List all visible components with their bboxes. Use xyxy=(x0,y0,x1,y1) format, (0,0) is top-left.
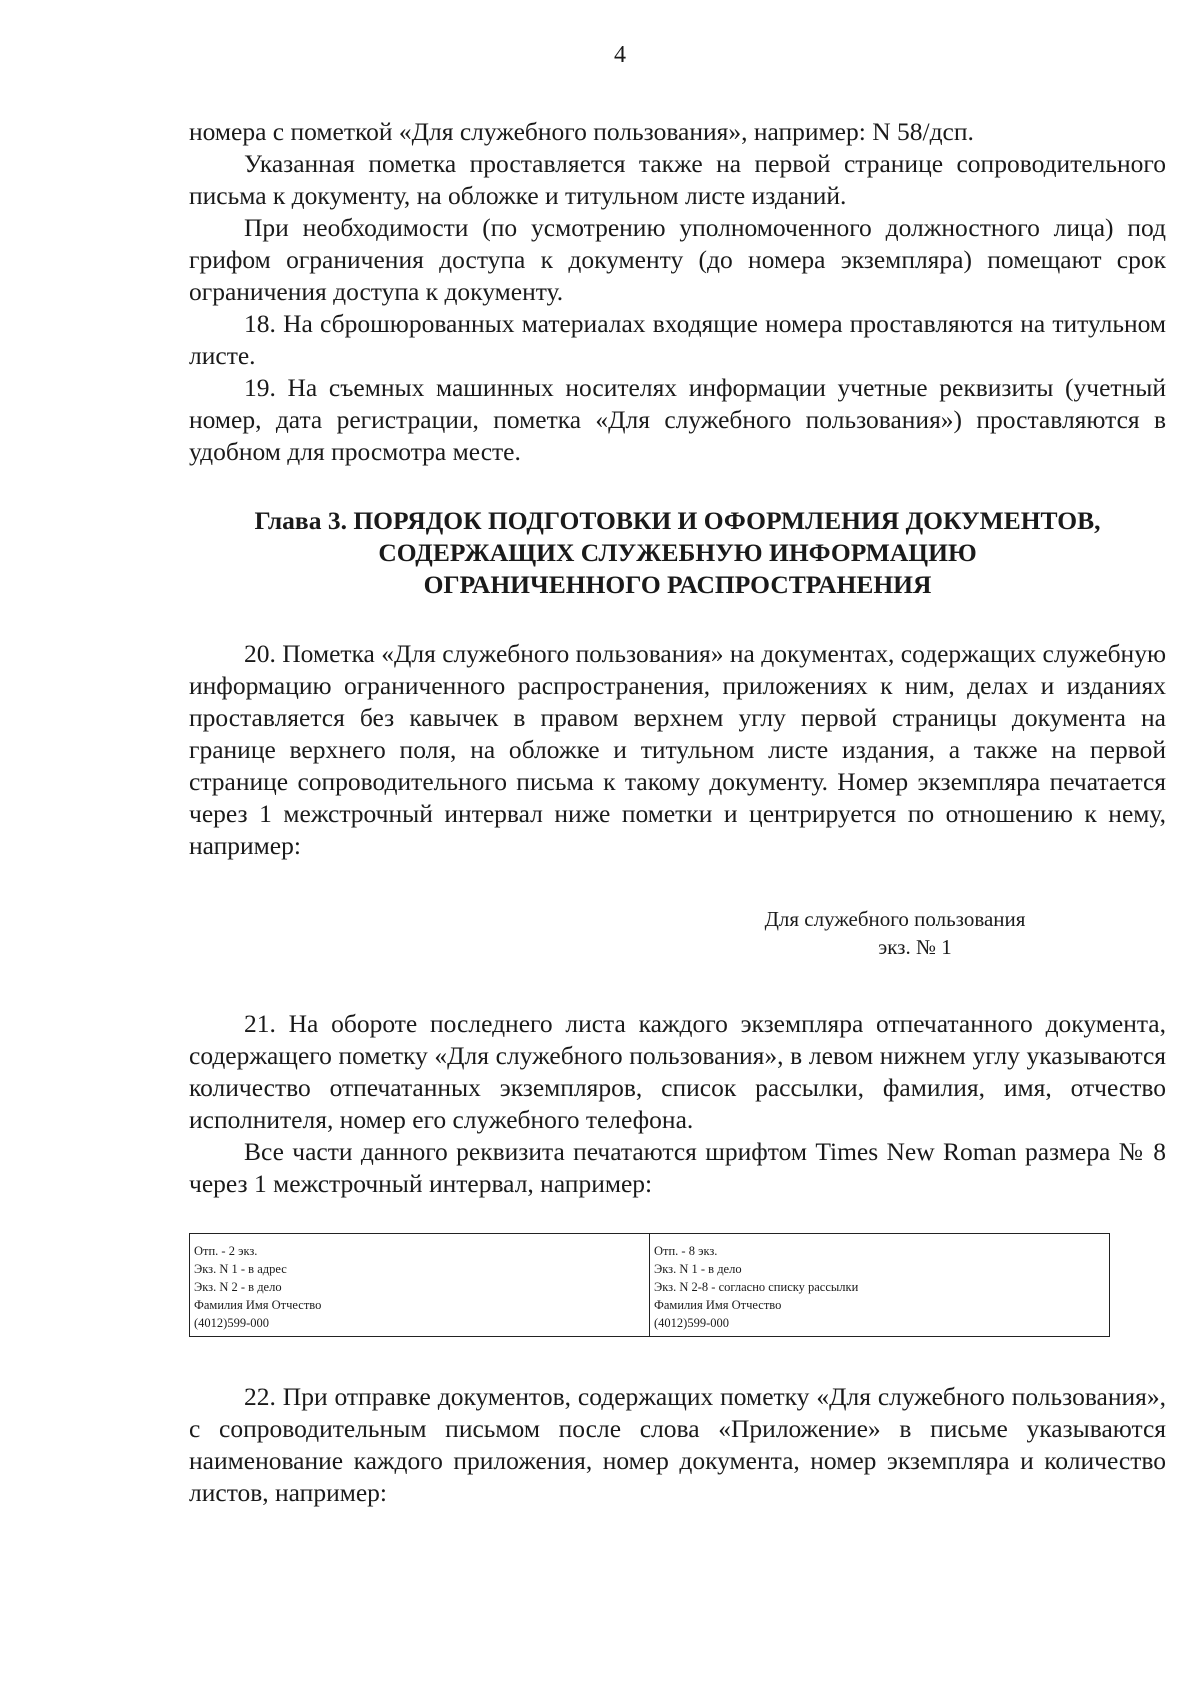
text-block-top xyxy=(189,116,1166,468)
paragraph-18: 18. На сброшюрованных материалах входящие номера проставляются на титульном листе. xyxy=(189,309,1166,370)
stamp-copy-number: экз. № 1 xyxy=(878,935,952,959)
page-number: 4 xyxy=(614,42,626,68)
paragraph-22: 22. При отправке документов, содержащих пометку «Для служебного пользования», с сопроводительным письмом после слова «Приложение» в письме указываются наименование каждого приложения, номер документа, номер экземпляра и количество листов, например: xyxy=(189,1382,1166,1507)
chapter-heading-line-1: Глава 3. ПОРЯДОК ПОДГОТОВКИ И ОФОРМЛЕНИЯ ДОКУМЕНТОВ, xyxy=(254,506,1101,535)
restricted-stamp-example xyxy=(720,905,1070,961)
table-row xyxy=(190,1234,1110,1337)
text-block-21 xyxy=(189,1008,1166,1200)
paragraph-access-term: При необходимости (по усмотрению уполномоченного должностного лица) под грифом ограничения доступа к документу (до номера экземпляра) помещают срок ограничения доступа к документу. xyxy=(189,213,1166,306)
left-copy-2: Экз. N 2 - в дело xyxy=(194,1280,282,1294)
chapter-heading-line-3: ОГРАНИЧЕННОГО РАСПРОСТРАНЕНИЯ xyxy=(423,570,932,599)
paragraph-21: 21. На обороте последнего листа каждого экземпляра отпечатанного документа, содержащего пометку «Для служебного пользования», в левом нижнем углу указываются количество отпечатанных экземпляров, список рассылки, фамилия, имя, отчество исполнителя, номер его служебного телефона. xyxy=(189,1009,1166,1134)
left-copy-1: Экз. N 1 - в адрес xyxy=(194,1262,287,1276)
right-copies: Отп. - 8 экз. xyxy=(654,1244,718,1258)
sample-left-cell xyxy=(190,1234,650,1337)
stamp-mark: Для служебного пользования xyxy=(764,907,1026,931)
paragraph-21-font: Все части данного реквизита печатаются шрифтом Times New Roman размера № 8 через 1 межстрочный интервал, например: xyxy=(189,1137,1166,1198)
right-copy-1: Экз. N 1 - в дело xyxy=(654,1262,742,1276)
right-executor-phone: (4012)599-000 xyxy=(654,1316,729,1330)
chapter-heading-line-2: СОДЕРЖАЩИХ СЛУЖЕБНУЮ ИНФОРМАЦИЮ xyxy=(378,538,977,567)
left-executor-phone: (4012)599-000 xyxy=(194,1316,269,1330)
right-executor-name: Фамилия Имя Отчество xyxy=(654,1298,782,1312)
paragraph-mark-placement: Указанная пометка проставляется также на первой странице сопроводительного письма к документу, на обложке и титульном листе изданий. xyxy=(189,149,1166,210)
left-copies: Отп. - 2 экз. xyxy=(194,1244,258,1258)
chapter-heading xyxy=(189,505,1166,601)
paragraph-19: 19. На съемных машинных носителях информации учетные реквизиты (учетный номер, дата регистрации, пометка «Для служебного пользования») проставляются в удобном для просмотра месте. xyxy=(189,373,1166,466)
text-block-20 xyxy=(189,638,1166,862)
right-copies-2-8: Экз. N 2-8 - согласно списку рассылки xyxy=(654,1280,859,1294)
paragraph-continuation: номера с пометкой «Для служебного пользования», например: N 58/дсп. xyxy=(189,117,974,146)
sample-right-cell xyxy=(650,1234,1110,1337)
requisite-sample-table xyxy=(189,1233,1110,1337)
text-block-22 xyxy=(189,1381,1166,1509)
paragraph-20: 20. Пометка «Для служебного пользования» на документах, содержащих служебную информацию ограниченного распространения, приложениях к ним, делах и изданиях проставляется без кавычек в правом верхнем углу первой страницы документа на границе верхнего поля, на обложке и титульном листе издания, а также на первой странице сопроводительного письма к такому документу. Номер экземпляра печатается через 1 межстрочный интервал ниже пометки и центрируется по отношению к нему, например: xyxy=(189,639,1166,860)
left-executor-name: Фамилия Имя Отчество xyxy=(194,1298,322,1312)
